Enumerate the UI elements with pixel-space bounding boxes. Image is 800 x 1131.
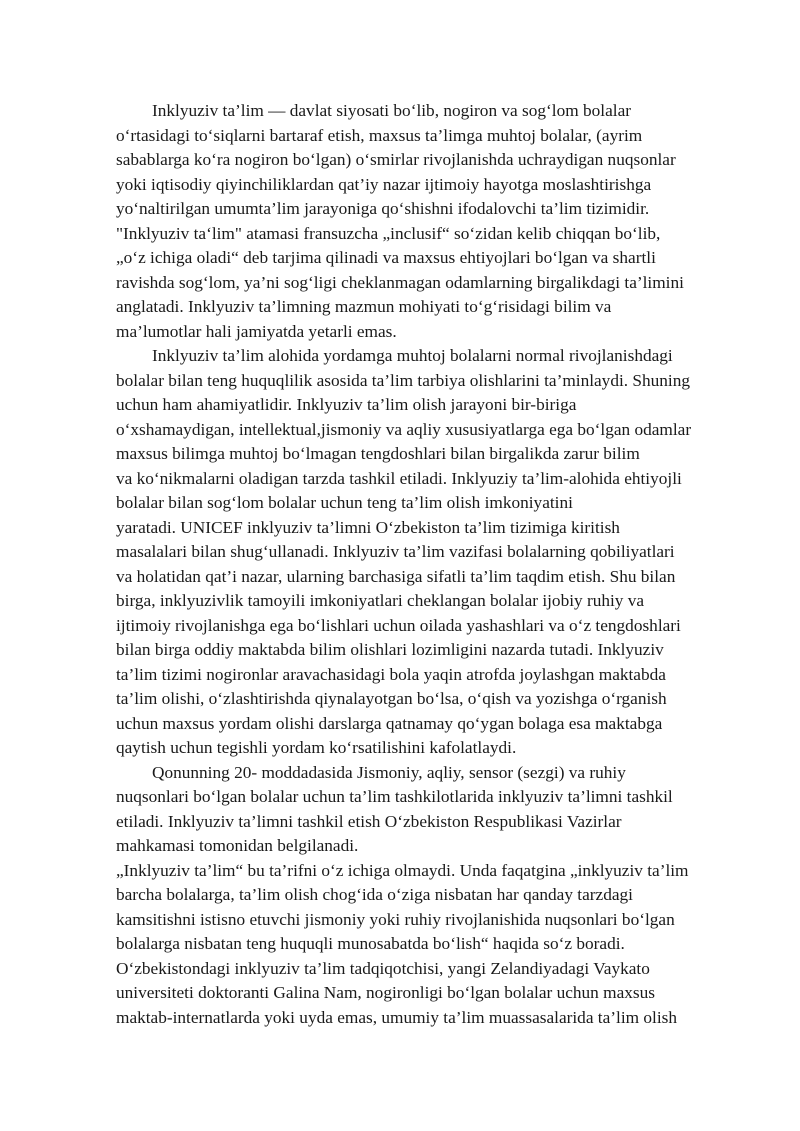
text-line: „o‘z ichiga oladi“ deb tarjima qilinadi va maxsus ehtiyojlari bo‘lgan va shartli [116,248,656,267]
text-line: masalalari bilan shug‘ullanadi. Inklyuziv ta’lim vazifasi bolalarning qobiliyatlari [116,542,675,561]
text-line: maxsus bilimga muhtoj bo‘lmagan tengdoshlari bilan birgalikda zarur bilim [116,444,640,463]
text-line: qaytish uchun tegishli yordam ko‘rsatilishini kafolatlaydi. [116,738,517,757]
text-line: Qonunning 20- moddadasida Jismoniy, aqliy, sensor (sezgi) va ruhiy [152,762,626,782]
text-line: anglatadi. Inklyuziv ta’limning mazmun mohiyati to‘g‘risidagi bilim va [116,297,612,316]
text-line: bolalarga nisbatan teng huquqli munosabatda bo‘lish“ haqida so‘z boradi. [116,934,625,953]
text-line: "Inklyuziv ta‘lim" atamasi fransuzcha „inclusif“ so‘zidan kelib chiqqan bo‘lib, [116,223,661,243]
text-line: maktab-internatlarda yoki uyda emas, umumiy ta’lim muassasalarida ta’lim olish [116,1007,678,1027]
text-line: etiladi. Inklyuziv ta’limni tashkil etish O‘zbekiston Respublikasi Vazirlar [116,811,622,831]
text-line: Inklyuziv ta’lim alohida yordamga muhtoj bolalarni normal rivojlanishdagi [152,346,673,365]
text-line: Inklyuziv ta’lim — davlat siyosati bo‘lib, nogiron va sog‘lom bolalar [152,101,631,120]
text-line: barcha bolalarga, ta’lim olish chog‘ida o‘ziga nisbatan har qanday tarzdagi [116,885,633,904]
text-line: yo‘naltirilgan umumta’lim jarayoniga qo‘shishni ifodalovchi ta’lim tizimidir. [116,199,650,218]
text-line: ta’lim tizimi nogironlar aravachasidagi bola yaqin atrofda joylashgan maktabda [116,664,666,684]
text-line: ta’lim olishi, o‘zlashtirishda qiynalayotgan bo‘lsa, o‘qish va yozishga o‘rganish [116,689,667,708]
text-line: o‘xshamaydigan, intellektual,jismoniy va aqliy xususiyatlarga ega bo‘lgan odamlar [116,419,692,439]
text-line: birga, inklyuzivlik tamoyili imkoniyatlari cheklangan bolalar ijobiy ruhiy va [116,591,645,610]
text-line: bilan birga oddiy maktabda bilim olishlari lozimligini nazarda tutadi. Inklyuziv [116,640,664,659]
text-line: universiteti doktoranti Galina Nam, nogironligi bo‘lgan bolalar uchun maxsus [116,983,655,1002]
text-line: ma’lumotlar hali jamiyatda yetarli emas. [116,321,397,341]
text-line: bolalar bilan teng huquqlilik asosida ta’lim tarbiya olishlarini ta’minlaydi. Shuning [116,370,691,390]
text-line: bolalar bilan sog‘lom bolalar uchun teng ta’lim olish imkoniyatini [116,493,573,512]
text-line: yaratadi. UNICEF inklyuziv ta’limni O‘zbekiston ta’lim tizimiga kiritish [116,517,620,537]
text-line: ravishda sog‘lom, ya’ni sog‘ligi cheklanmagan odamlarning birgalikdagi ta’limini [116,272,684,292]
text-line: kamsitishni istisno etuvchi jismoniy yoki ruhiy rivojlanishida nuqsonlari bo‘lgan [116,909,675,929]
text-line: uchun maxsus yordam olishi darslarga qatnamay qo‘ygan bolaga esa maktabga [116,713,663,733]
text-line: va holatidan qat’i nazar, ularning barchasiga sifatli ta’lim taqdim etish. Shu bilan [116,566,676,586]
body-text [116,99,744,1030]
text-line: „Inklyuziv ta’lim“ bu ta’rifni o‘z ichiga olmaydi. Unda faqatgina „inklyuziv ta’lim [116,860,689,880]
text-line: o‘rtasidagi to‘siqlarni bartaraf etish, maxsus ta’limga muhtoj bolalar, (ayrim [116,125,643,145]
text-line: va ko‘nikmalarni oladigan tarzda tashkil etiladi. Inklyuziy ta’lim-alohida ehtiyojli [116,468,682,488]
text-line: O‘zbekistondagi inklyuziv ta’lim tadqiqotchisi, yangi Zelandiyadagi Vaykato [116,958,650,978]
text-line: sabablarga ko‘ra nogiron bo‘lgan) o‘smirlar rivojlanishda uchraydigan nuqsonlar [116,150,676,169]
text-line: nuqsonlari bo‘lgan bolalar uchun ta’lim tashkilotlarida inklyuziv ta’limni tashkil [116,787,673,806]
text-line: ijtimoiy rivojlanishga ega bo‘lishlari uchun oilada yashashlari va o‘z tengdoshlari [116,615,681,635]
text-line: uchun ham ahamiyatlidir. Inklyuziv ta’lim olish jarayoni bir-biriga [116,395,577,414]
text-line: mahkamasi tomonidan belgilanadi. [116,836,359,855]
text-line: yoki iqtisodiy qiyinchiliklardan qat’iy nazar ijtimoiy hayotga moslashtirishga [116,174,652,194]
